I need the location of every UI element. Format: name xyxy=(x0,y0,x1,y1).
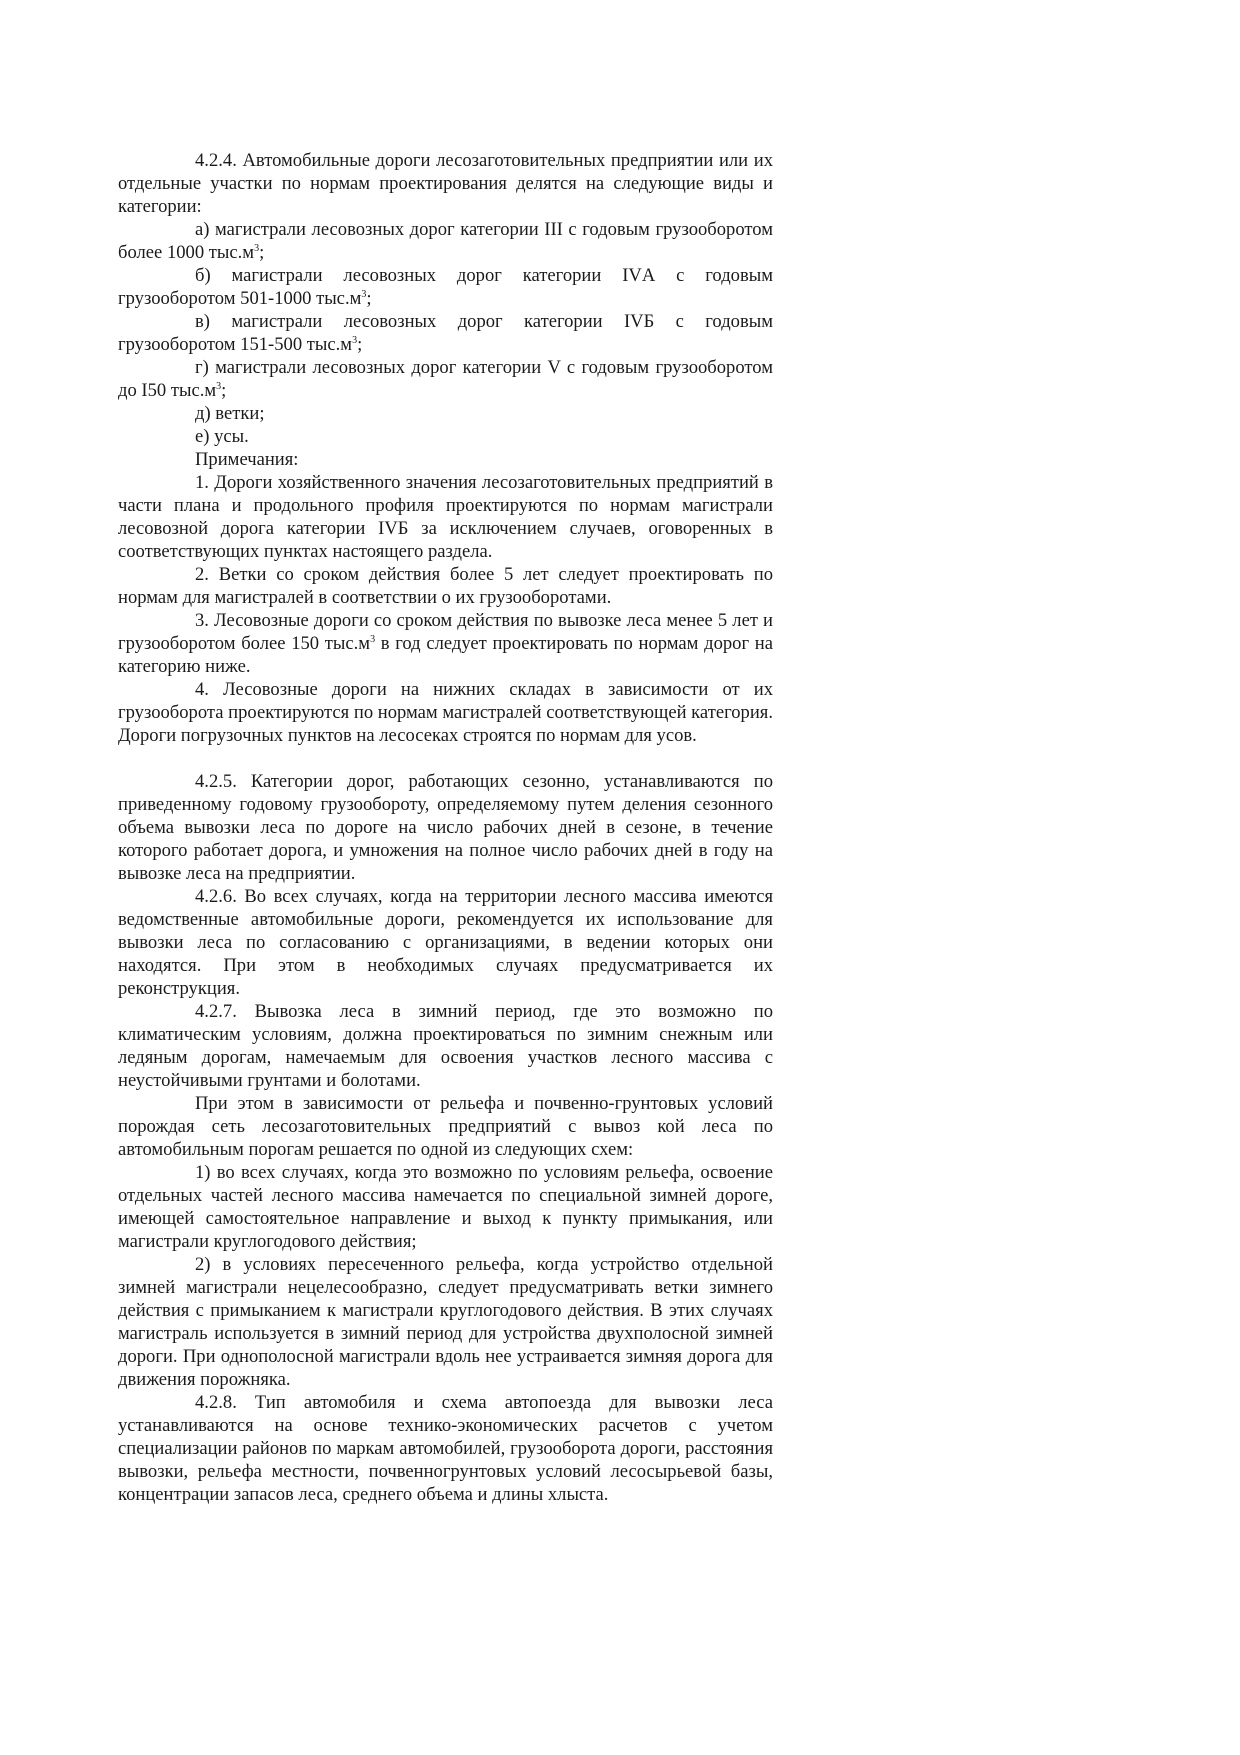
paragraph-schemes-intro: При этом в зависимости от рельефа и почвенно-грунтовых условий порождая сеть лесозаготовительных предприятий с вывоз кой леса по автомобильным порогам решается по одной из следующих схем: xyxy=(118,1093,773,1160)
list-item-b: б) магистрали лесовозных дорог категории IVА с годовым грузооборотом 501-1000 $тыс.м^3$; xyxy=(118,265,773,309)
paragraph-4-2-5: 4.2.5. Категории дорог, работающих сезонно, устанавливаются по приведенному годовому грузообороту, определяемому путем деления сезонного объема вывозки леса по дороге на число рабочих дней в сезоне, в течение которого работает дорога, и умножения на полное число рабочих дней в году на вывозке леса на предприятии. xyxy=(118,771,773,884)
paragraph-gap xyxy=(118,747,773,770)
scheme-2: 2) в условиях пересеченного рельефа, когда устройство отдельной зимней магистрали нецелесообразно, следует предусматривать ветки зимнего действия с примыканием к магистрали круглогодового действия. В этих случаях магистраль используется в зимний период для устройства двухполосной зимней дороги. При однополосной магистрали вдоль нее устраивается зимняя дорога для движения порожняка. xyxy=(118,1254,773,1390)
paragraph-4-2-7: 4.2.7. Вывозка леса в зимний период, где это возможно по климатическим условиям, должна проектироваться по зимним снежным или ледяным дорогам, намечаемым для освоения участков лесного массива с неустойчивыми грунтами и болотами. xyxy=(118,1001,773,1091)
scheme-1: 1) во всех случаях, когда это возможно по условиям рельефа, освоение отдельных частей лесного массива намечается по специальной зимней дороге, имеющей самостоятельное направление и выход к пункту примыкания, или магистрали круглогодового действия; xyxy=(118,1162,773,1252)
note-1: 1. Дороги хозяйственного значения лесозаготовительных предприятий в части плана и продольного профиля проектируются по нормам магистрали лесовозной дорога категории IVБ за исключением случаев, оговоренных в соответствующих пунктах настоящего раздела. xyxy=(118,472,773,562)
list-item-e: е) усы. xyxy=(195,426,249,447)
paragraph-4-2-8: 4.2.8. Тип автомобиля и схема автопоезда для вывозки леса устанавливаются на основе технико-экономических расчетов с учетом специализации районов по маркам автомобилей, грузооборота дороги, расстояния вывозки, рельефа местности, почвенногрунтовых условий лесосырьевой базы, концентрации запасов леса, среднего объема и длины хлыста. xyxy=(118,1392,773,1505)
notes-heading: Примечания: xyxy=(195,449,299,470)
paragraph-4-2-6: 4.2.6. Во всех случаях, когда на территории лесного массива имеются ведомственные автомобильные дороги, рекомендуется их использование для вывозки леса по согласованию с организациями, в ведении которых они находятся. При этом в необходимых случаях предусматривается их реконструкция. xyxy=(118,886,773,999)
note-4: 4. Лесовозные дороги на нижних складах в зависимости от их грузооборота проектируются по нормам магистралей соответствующей категория. Дороги погрузочных пунктов на лесосеках строятся по нормам для усов. xyxy=(118,679,773,746)
paragraph-4-2-4: 4.2.4. Автомобильные дороги лесозаготовительных предприятии или их отдельные участки по нормам проектирования делятся на следующие виды и категории: xyxy=(118,150,773,217)
list-item-v: в) магистрали лесовозных дорог категории IVБ с годовым грузооборотом 151-500 $тыс.м^3$; xyxy=(118,311,773,355)
note-2: 2. Ветки со сроком действия более 5 лет следует проектировать по нормам для магистралей в соответствии о их грузооборотами. xyxy=(118,564,773,608)
list-item-g: г) магистрали лесовозных дорог категории V с годовым грузооборотом до I50 $тыс.м^3$; xyxy=(118,357,773,401)
document-page xyxy=(118,149,773,1506)
list-item-a: а) магистрали лесовозных дорог категории III с годовым грузооборотом более 1000 $тыс.м^3$; xyxy=(118,219,773,263)
note-3: 3. Лесовозные дороги со сроком действия по вывозке леса менее 5 лет и грузооборотом более 150 $тыс.м^3$ в год следует проектировать по нормам дорог на категорию ниже. xyxy=(118,610,773,677)
list-item-d: д) ветки; xyxy=(195,403,265,424)
